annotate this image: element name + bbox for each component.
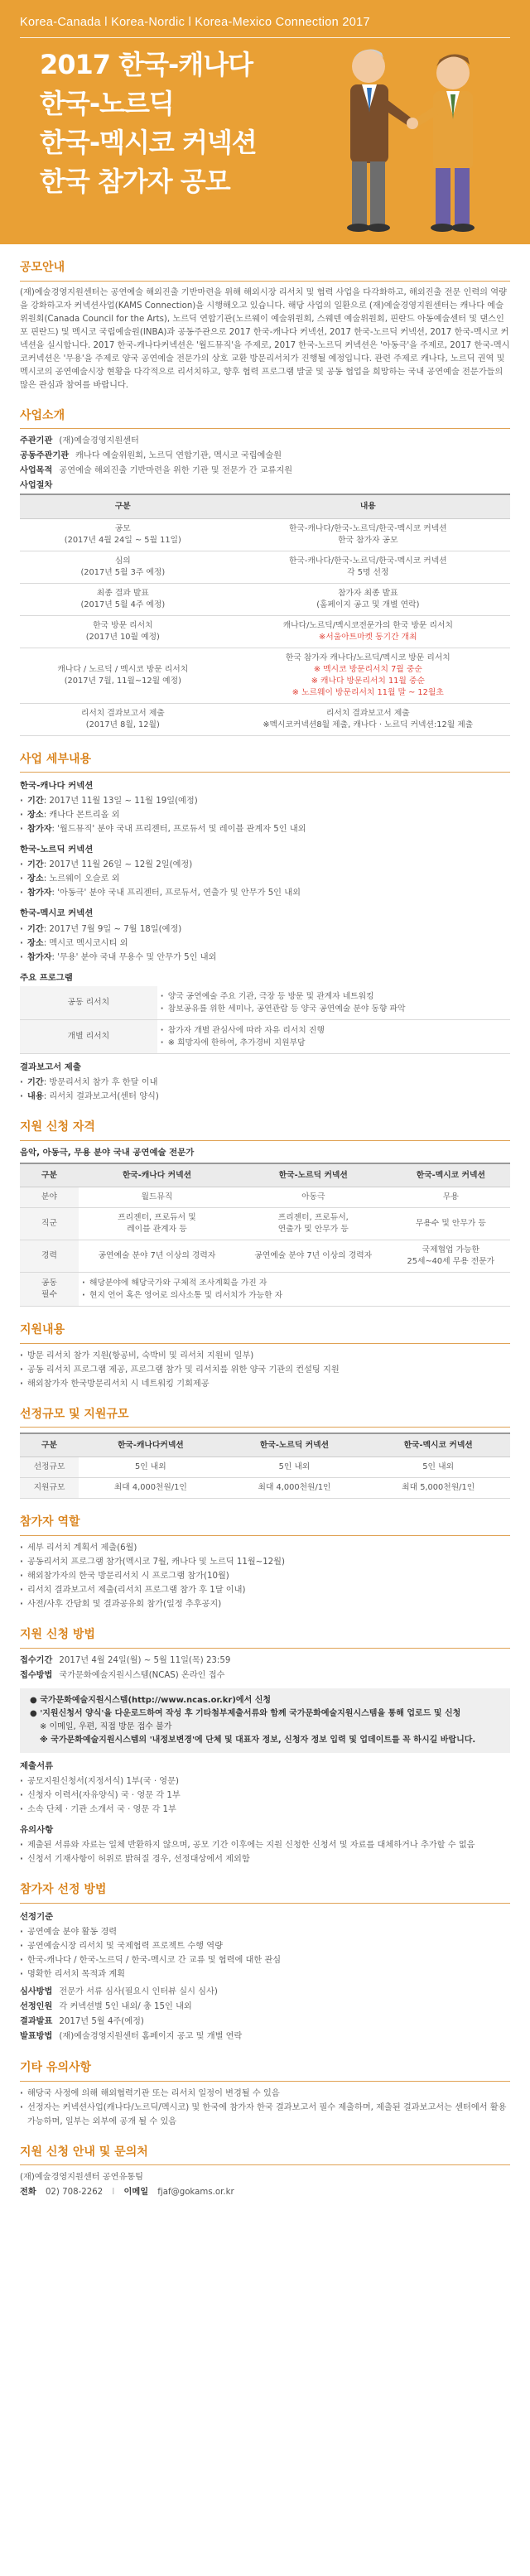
table-header: 한국-노르딕 커넥션 (223, 1433, 367, 1457)
contact-org-name: (재)예술경영지원센터 공연유통팀 (20, 2173, 143, 2183)
table-cell (157, 986, 510, 1020)
item-key: 장소 (27, 938, 44, 948)
list-item (20, 1090, 510, 1104)
item-key: 기간 (27, 797, 44, 807)
table-cell: 5인 내외 (366, 1457, 510, 1478)
kv-key: 사업목적 (20, 466, 53, 476)
list-item: · 사전/사후 간담회 및 결과공유회 참가(일정 추후공지) (20, 1597, 510, 1611)
list-item: · 해당국 사정에 의해 해외협력기관 또는 리서치 일정이 변경될 수 있음 (20, 2087, 510, 2101)
table-row (20, 1272, 510, 1306)
list-item (20, 951, 510, 965)
kv-value: 공연예술 해외진출 기반마련을 위한 기관 및 전문가 간 교류지원 (59, 466, 293, 476)
kv-key: 발표방법 (20, 2031, 53, 2041)
table-row (20, 1457, 510, 1478)
table-cell: 공연예술 분야 7년 이상의 경력자 (235, 1240, 392, 1272)
table-cell: 최대 5,000천원/1인 (366, 1478, 510, 1499)
section-title: 지원 신청 방법 (20, 1626, 510, 1649)
item-key: 내용 (27, 1091, 44, 1101)
list-item: · 공모지원신청서(지정서식) 1부(국 · 영문) (20, 1774, 510, 1789)
item-value: : 리서치 결과보고서(센터 양식) (43, 1091, 159, 1101)
scale-section (20, 1406, 510, 1500)
cell-note-red: ※ 멕시코 방문리서치 7월 중순 ※ 캐나다 방문리서치 11월 중순 ※ 노르웨이 방문리서치 11월 말 ~ 12월초 (292, 664, 444, 697)
item-value: : 방문리서치 참가 후 한달 이내 (43, 1077, 158, 1087)
program-list (161, 990, 507, 1015)
kv-row (20, 1668, 510, 1683)
table-header: 구분 (20, 1163, 79, 1187)
kv-row (20, 479, 510, 494)
notice-line: ● '지원신청서 양식'을 다운로드하여 작성 후 기타첨부제출서류와 함께 국가문화예술지원시스템을 통해 업로드 및 신청 (30, 1708, 461, 1718)
list-item: · 해외참가자 한국방문리서치 시 네트워킹 기회제공 (20, 1377, 510, 1391)
qualification-section (20, 1119, 510, 1307)
table-cell: 아동극 (235, 1187, 392, 1207)
cell-note-red: ※서울아트마켓 동기간 개최 (319, 632, 417, 642)
table-cell: 5인 내외 (223, 1457, 367, 1478)
details-group-list (20, 794, 510, 836)
list-item: · 한국-캐나다 / 한국-노르딕 / 한국-멕시코 간 교류 및 협력에 대한 관심 (20, 1953, 510, 1967)
report-list (20, 1076, 510, 1104)
item-key: 기간 (27, 924, 44, 934)
kv-value: (재)예술경영지원센터 홈페이지 공고 및 개별 연락 (59, 2031, 243, 2041)
mail-link[interactable]: fjaf@gokams.or.kr (157, 2188, 234, 2198)
list-item (20, 794, 510, 808)
kv-value: 2017년 4월 24일(월) ~ 5월 11일(목) 23:59 (59, 1655, 231, 1665)
list-item: · 현지 언어 혹은 영어로 의사소통 및 리서치가 가능한 자 (82, 1289, 507, 1302)
kv-key: 주관기관 (20, 436, 53, 446)
table-header: 한국-멕시코 커넥션 (392, 1163, 510, 1187)
select-section (20, 1881, 510, 2044)
table-cell: 프리젠터, 프로듀서, 연출가 및 안무가 등 (235, 1207, 392, 1240)
item-value: : '월드뮤직' 분야 국내 프리젠터, 프로듀서 및 레이블 관계자 5인 내외 (51, 825, 306, 835)
kv-value: 전문가 서류 심사(필요시 인터뷰 실시 심사) (59, 1986, 218, 1996)
list-item: · 참가자 개별 관심사에 따라 자유 리서치 진행 (161, 1024, 507, 1037)
details-group-heading: 한국-캐나다 커넥션 (20, 781, 94, 792)
list-item: · 선정자는 커넥션사업(캐나다/노르딕/멕시코) 및 한국에 참가자 한국 결과보고서 필수 제출하며, 제출된 결과보고서는 센터에서 활용 가능하며, 일부는 외부에 공개 될 수 있음 (20, 2101, 510, 2129)
table-row (20, 1207, 510, 1240)
item-value: : 멕시코 멕시코시티 외 (43, 938, 128, 948)
kv-key: 사업절차 (20, 481, 53, 491)
details-section (20, 751, 510, 1104)
list-item (20, 1076, 510, 1090)
intro-key-values (20, 434, 510, 494)
report-heading: 결과보고서 제출 (20, 1062, 81, 1072)
list-item: · 참보공유를 위한 세미나, 공연관람 등 양국 공연예술 분야 동향 파악 (161, 1003, 507, 1015)
criteria-heading: 선정기준 (20, 1911, 54, 1922)
table-row (20, 551, 510, 583)
notice-line: ● 국가문화예술지원시스템(http://www.ncas.or.kr)에서 신청 (30, 1695, 272, 1705)
list-item: · 리서치 결과보고서 제출(리서치 프로그램 참가 후 1달 이내) (20, 1583, 510, 1597)
kv-value: 국가문화예술지원시스템(NCAS) 온라인 접수 (59, 1670, 225, 1680)
table-cell (157, 1019, 510, 1053)
hero-title-line: 한국-노르딕 (40, 88, 174, 119)
etc-list (20, 2087, 510, 2129)
table-cell: 국제협업 가능한 25세~40세 무용 전문가 (392, 1240, 510, 1272)
etc-section (20, 2059, 510, 2129)
cell-text: 리서치 결과보고서 제출 ※멕시코커넥션8월 제출, 캐나다 · 노르딕 커넥션:12월 제출 (263, 708, 474, 729)
table-cell: 캐나다 / 노르딕 / 멕시코 방문 리서치 (2017년 7월, 11월~12월 예정) (20, 648, 226, 703)
item-value: : 캐나다 몬트리올 외 (43, 811, 120, 821)
apply-section (20, 1626, 510, 1866)
table-row (20, 1478, 510, 1499)
cell-text: 캐나다/노르딕/멕시코전문가의 한국 방문 리서치 (282, 620, 453, 630)
docs-list (20, 1774, 510, 1817)
table-header: 한국-노르딕 커넥션 (235, 1163, 392, 1187)
table-row (20, 986, 510, 1020)
list-item (20, 886, 510, 900)
qualification-table (20, 1163, 510, 1307)
kv-row (20, 2030, 510, 2044)
table-row (20, 583, 510, 615)
table-cell: 공연예술 분야 7년 이상의 경력자 (79, 1240, 235, 1272)
kv-row (20, 464, 510, 479)
table-cell (226, 648, 510, 703)
hero-connection-line: Korea-Canada l Korea-Nordic l Korea-Mexico Connection 2017 (20, 13, 510, 38)
list-item: · 신청자 이력서(자유양식) 국 · 영문 각 1부 (20, 1789, 510, 1803)
kv-row (20, 449, 510, 464)
support-section (20, 1322, 510, 1391)
list-item: · 명확한 리서치 목적과 계획 (20, 1967, 510, 1981)
kv-key: 결과발표 (20, 2016, 53, 2026)
table-cell: 월드뮤직 (79, 1187, 235, 1207)
hero-title-line: 2017 한국-캐나다 (40, 49, 253, 80)
notice-line: ※ 이메일, 우편, 직접 방문 접수 불가 (40, 1721, 172, 1731)
role-section (20, 1514, 510, 1611)
table-cell: 공동 리서치 (20, 986, 157, 1020)
list-item (20, 922, 510, 937)
section-title: 선정규모 및 지원규모 (20, 1406, 510, 1428)
section-title: 지원내용 (20, 1322, 510, 1344)
handshake-illustration-icon (311, 33, 509, 240)
procedure-table (20, 494, 510, 735)
list-item (20, 937, 510, 951)
kv-key: 심사방법 (20, 1986, 53, 1996)
hero-title-line: 한국-멕시코 커넥션 (40, 127, 257, 158)
cell-text: 참가자 최종 발표 (홈페이지 공고 및 개별 연락) (316, 588, 420, 609)
table-cell (226, 551, 510, 583)
kv-key: 접수방법 (20, 1670, 53, 1680)
table-cell: 프리젠터, 프로듀서 및 레이블 관계자 등 (79, 1207, 235, 1240)
notes-heading: 유의사항 (20, 1824, 54, 1835)
qualification-lead: 음악, 아동극, 무용 분야 국내 공연예술 전문가 (20, 1147, 195, 1158)
item-key: 장소 (27, 811, 44, 821)
table-cell: 최종 결과 발표 (2017년 5월 4주 예정) (20, 583, 226, 615)
select-key-values (20, 1985, 510, 2044)
item-key: 참가자 (27, 952, 52, 962)
list-item: · 소속 단체 · 기관 소개서 국 · 영문 각 1부 (20, 1803, 510, 1817)
intro-section (20, 407, 510, 736)
table-cell: 선정규모 (20, 1457, 79, 1478)
list-item (20, 872, 510, 886)
kv-row (20, 2000, 510, 2015)
table-row (20, 615, 510, 648)
details-groups (20, 779, 510, 964)
item-value: : 노르웨이 오슬로 외 (43, 874, 120, 884)
hero-title (40, 46, 257, 201)
overview-section (20, 259, 510, 392)
table-cell: 5인 내외 (79, 1457, 223, 1478)
list-item: · 해외참가자의 한국 방문리서치 시 프로그램 참가(10월) (20, 1569, 510, 1583)
table-cell: 최대 4,000천원/1인 (223, 1478, 367, 1499)
table-header: 구분 (20, 494, 226, 518)
item-key: 참가자 (27, 825, 52, 835)
list-item: · 공동리서치 프로그램 참가(멕시코 7월, 캐나다 및 노르딕 11월~12월) (20, 1555, 510, 1569)
section-title: 사업 세부내용 (20, 751, 510, 773)
kv-row (20, 1985, 510, 2000)
section-title: 참가자 역할 (20, 1514, 510, 1536)
table-header: 한국-캐나다커넥션 (79, 1433, 223, 1457)
program-table (20, 986, 510, 1054)
scale-table (20, 1432, 510, 1499)
section-title: 기타 유의사항 (20, 2059, 510, 2082)
criteria-list (20, 1925, 510, 1981)
item-key: 장소 (27, 874, 44, 884)
item-key: 기간 (27, 860, 44, 870)
item-value: : '아동극' 분야 국내 프리젠터, 프로듀서, 연출가 및 안무가 5인 내외 (51, 888, 301, 898)
details-group-list (20, 858, 510, 900)
kv-value: 2017년 5월 4주(예정) (59, 2016, 144, 2026)
kv-key: 공동주관기관 (20, 451, 70, 461)
list-item: · 해당분야에 해당국가와 구체적 조사계획을 가진 자 (82, 1277, 507, 1289)
apply-notice-box (20, 1688, 510, 1753)
list-item: · 공연예술 분야 활동 경력 (20, 1925, 510, 1939)
program-heading: 주요 프로그램 (20, 972, 73, 983)
list-item (20, 822, 510, 836)
table-cell: 개별 리서치 (20, 1019, 157, 1053)
item-value: : 2017년 7월 9일 ~ 7월 18일(예정) (43, 924, 182, 934)
details-group-heading: 한국-노르딕 커넥션 (20, 845, 94, 855)
kv-value: (재)예술경영지원센터 (59, 436, 139, 446)
table-cell: 경력 (20, 1240, 79, 1272)
item-key: 기간 (27, 1077, 44, 1087)
section-title: 지원 신청 안내 및 문의처 (20, 2144, 510, 2166)
cell-text: 한국 참가자 캐나다/노르딕/멕시코 방문 리서치 (285, 652, 450, 662)
table-cell: 공동 필수 (20, 1272, 79, 1306)
kv-key: 선정인원 (20, 2001, 53, 2011)
table-cell: 무용수 및 안무가 등 (392, 1207, 510, 1240)
kv-row (20, 2015, 510, 2030)
table-header: 한국-멕시코 커넥션 (366, 1433, 510, 1457)
list-item: · ※ 희망자에 한하여, 추가경비 지원부담 (161, 1037, 507, 1049)
hero-title-line: 한국 참가자 공모 (40, 166, 230, 197)
item-key: 참가자 (27, 888, 52, 898)
details-group-heading: 한국-멕시코 커넥션 (20, 908, 94, 919)
table-cell: 분야 (20, 1187, 79, 1207)
kv-row (20, 1654, 510, 1668)
contact-line (20, 2185, 510, 2200)
kv-value: 캐나다 예술위원회, 노르딕 연합기관, 멕시코 국립예술원 (75, 451, 282, 461)
table-cell (226, 583, 510, 615)
mail-label: 이메일 (123, 2188, 149, 2198)
hero-banner (0, 0, 530, 244)
role-list (20, 1541, 510, 1611)
table-cell: 공모 (2017년 4월 24일 ~ 5월 11일) (20, 518, 226, 551)
kv-row (20, 434, 510, 449)
notes-list (20, 1838, 510, 1866)
item-value: : 2017년 11월 13일 ~ 11월 19일(예정) (43, 797, 198, 807)
section-title: 공모안내 (20, 259, 510, 282)
table-cell (79, 1272, 510, 1306)
apply-key-values (20, 1654, 510, 1683)
section-title: 사업소개 (20, 407, 510, 430)
table-row (20, 648, 510, 703)
cell-text: 한국-캐나다/한국-노르딕/한국-멕시코 커넥션 한국 참가자 공모 (288, 523, 447, 545)
table-cell: 심의 (2017년 5월 3주 예정) (20, 551, 226, 583)
docs-heading: 제출서류 (20, 1760, 54, 1771)
list-item: · 방문 리서치 참가 지원(항공비, 숙박비 및 리서치 지원비 일부) (20, 1349, 510, 1363)
separator: l (112, 2188, 115, 2198)
table-row (20, 1187, 510, 1207)
tel-value: 02) 708-2262 (45, 2188, 104, 2198)
table-row (20, 1240, 510, 1272)
table-cell: 한국 방문 리서치 (2017년 10월 예정) (20, 615, 226, 648)
table-header: 내용 (226, 494, 510, 518)
details-group-list (20, 922, 510, 965)
section-title: 지원 신청 자격 (20, 1119, 510, 1141)
section-title: 참가자 선정 방법 (20, 1881, 510, 1904)
list-item: · 제출된 서류와 자료는 일체 반환하지 않으며, 공모 기간 이후에는 지원 신청한 신청서 및 자료를 대체하거나 추가할 수 없음 (20, 1838, 510, 1852)
table-header: 한국-캐나다 커넥션 (79, 1163, 235, 1187)
support-list (20, 1349, 510, 1391)
tel-label: 전화 (20, 2188, 36, 2198)
table-cell: 최대 4,000천원/1인 (79, 1478, 223, 1499)
item-value: : 2017년 11월 26일 ~ 12월 2일(예정) (43, 860, 193, 870)
list-item: · 공동 리서치 프로그램 제공, 프로그램 참가 및 리서치를 위한 양국 기관의 컨설팅 지원 (20, 1363, 510, 1377)
list-item: · 양국 공연예술 주요 기관, 극장 등 방문 및 관계자 네트워킹 (161, 990, 507, 1003)
list-item (20, 858, 510, 872)
table-cell: 리서치 결과보고서 제출 (2017년 8월, 12월) (20, 703, 226, 735)
list-item: · 세부 리서치 계획서 제출(6월) (20, 1541, 510, 1555)
kv-key: 접수기간 (20, 1655, 53, 1665)
contact-org (20, 2170, 510, 2185)
table-cell (226, 518, 510, 551)
cell-text: 한국-캐나다/한국-노르딕/한국-멕시코 커넥션 각 5명 선정 (288, 556, 447, 577)
item-value: : '무용' 분야 국내 무용수 및 안무가 5인 내외 (51, 952, 217, 962)
table-cell: 지원규모 (20, 1478, 79, 1499)
table-row (20, 703, 510, 735)
overview-text: (재)예술경영지원센터는 공연예술 해외진출 기반마련을 위해 해외시장 리서치 및 협력 사업을 다각화하고, 해외진출 전문 인력의 역량을 강화하고자 커넥션사업(KAMS Connection)을 시행해오고 있습니다. 해당 사업의 일환으로 (재)예술경영지원센터는 캐나다 예술위원회(Canada Council for the Arts), 노르딕 연합기관(노르웨이 예술위원회, 스웨덴 예술위원회, 핀란드 아동예술센터 및 댄스인포 핀란드) 및 멕시코 국립예술원(INBA)과 공동주관으로 2017 한국-캐나다 커넥션, 2017 한국-노르딕 커넥션, 2017 한국-멕시코 커넥션을 실시합니다. 2017 한국-캐나다커넥션은 '월드뮤직'을 주제로, 2017 한국-노르딕 커넥션은 '아동극'을 주제로, 2017 한국-멕시코커넥션은 '무용'을 주제로 양국 공연예술 전문가의 상호 교환 방문리서치가 진행될 예정입니다. 관련 주제로 캐나다, 노르딕 권역 및 멕시코의 공연예술시장 현황을 다각적으로 리서치하고, 향후 협력 프로그램 발굴 및 공동 협업을 희망하는 국내 공연예술 전문가들의 많은 관심과 참여를 바랍니다. (20, 287, 510, 390)
qual-notes (82, 1277, 507, 1302)
kv-value: 각 커넥션별 5인 내외/ 총 15인 내외 (59, 2001, 192, 2011)
list-item: · 공연예술시장 리서치 및 국제협력 프로젝트 수행 역량 (20, 1939, 510, 1953)
notice-line: ※ 국가문화예술지원시스템의 '내정보변경'에 단체 및 대표자 정보, 신청자 정보 입력 및 업데이트를 꼭 하시길 바랍니다. (40, 1735, 476, 1745)
table-row (20, 518, 510, 551)
list-item: · 신청서 기재사항이 허위로 밝혀질 경우, 선정대상에서 제외함 (20, 1852, 510, 1866)
table-cell (226, 703, 510, 735)
table-cell: 직군 (20, 1207, 79, 1240)
table-header: 구분 (20, 1433, 79, 1457)
table-cell: 무용 (392, 1187, 510, 1207)
list-item (20, 808, 510, 822)
table-cell (226, 615, 510, 648)
table-row (20, 1019, 510, 1053)
contact-section (20, 2144, 510, 2201)
program-list (161, 1024, 507, 1049)
